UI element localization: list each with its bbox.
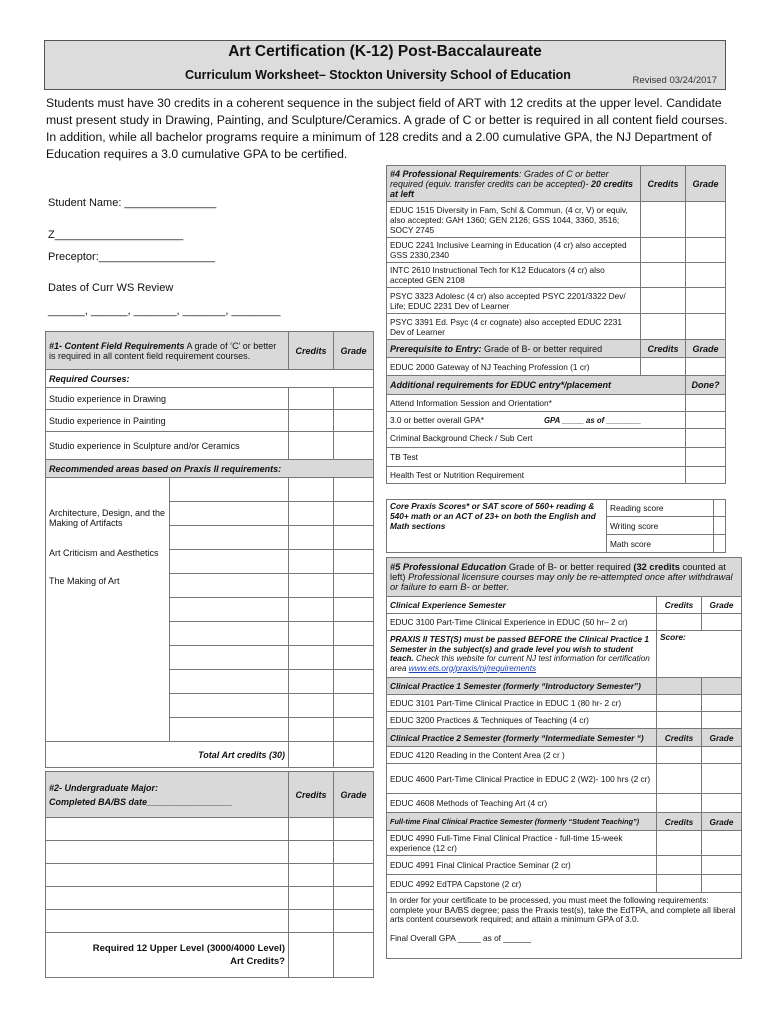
praxis-areas bbox=[46, 478, 170, 742]
course-cell[interactable] bbox=[170, 574, 289, 598]
course-cell[interactable] bbox=[170, 694, 289, 718]
praxis-ii-note: PRAXIS II TEST(S) must be passed BEFORE the Clinical Practice 1 Semester in the subject(s) and grade level you wish to student teach. Check this website for current NJ test information for certification area www.ets.org/praxis/nj/requirements bbox=[387, 631, 657, 678]
credits-cell[interactable] bbox=[289, 478, 334, 502]
credits-cell[interactable] bbox=[657, 712, 702, 729]
credits-cell[interactable] bbox=[289, 574, 334, 598]
praxis-scores-table bbox=[386, 499, 726, 553]
done-cell[interactable] bbox=[686, 429, 726, 448]
credits-cell[interactable] bbox=[289, 646, 334, 670]
grade-cell[interactable] bbox=[334, 622, 374, 646]
grade-header: Grade bbox=[686, 166, 726, 202]
grade-cell[interactable] bbox=[334, 478, 374, 502]
grade-header bbox=[702, 678, 742, 695]
clinical-practice-2-header: Clinical Practice 2 Semester (formerly “Intermediate Semester “) bbox=[387, 729, 657, 747]
writing-score-cell[interactable] bbox=[713, 517, 725, 535]
content-field-table bbox=[45, 331, 374, 768]
reading-score-label: Reading score bbox=[607, 500, 714, 517]
grade-cell[interactable] bbox=[334, 598, 374, 622]
credits-header bbox=[657, 678, 702, 695]
clinical-practice-1-header: Clinical Practice 1 Semester (formerly “Introductory Semester”) bbox=[387, 678, 657, 695]
credits-cell[interactable] bbox=[641, 358, 686, 376]
grade-cell[interactable] bbox=[702, 712, 742, 729]
credits-cell[interactable] bbox=[641, 263, 686, 288]
clinical-semester-label: Clinical Experience Semester bbox=[387, 597, 657, 614]
grade-cell[interactable] bbox=[334, 910, 374, 933]
grade-cell[interactable] bbox=[334, 388, 374, 410]
professional-requirements-table bbox=[386, 165, 726, 484]
requirement-label: Attend Information Session and Orientation* bbox=[387, 395, 686, 412]
credits-cell[interactable] bbox=[289, 864, 334, 887]
grade-cell[interactable] bbox=[334, 670, 374, 694]
course-label: Studio experience in Drawing bbox=[46, 388, 289, 410]
credits-header: Credits bbox=[641, 166, 686, 202]
s5-header: #5 Professional Education Grade of B- or better required (32 credits counted at left) Professional licensure courses may only be re-attempted once after withdrawal or failure to earn B- or better. bbox=[387, 558, 742, 597]
required-courses-label: Required Courses: bbox=[46, 370, 374, 388]
page-subtitle: Curriculum Worksheet– Stockton University School of Education bbox=[185, 68, 571, 82]
area-label: Art Criticism and Aesthetics bbox=[49, 548, 159, 558]
grade-header: Grade bbox=[686, 340, 726, 358]
table-row bbox=[46, 410, 374, 432]
credits-cell[interactable] bbox=[289, 818, 334, 841]
credits-cell[interactable] bbox=[289, 718, 334, 742]
course-cell[interactable] bbox=[46, 841, 289, 864]
s1-header: #1- Content Field Requirements A grade of ‘C’ or better is required in all content field requirement courses. bbox=[46, 332, 289, 370]
course-cell[interactable] bbox=[170, 718, 289, 742]
credits-cell[interactable] bbox=[657, 764, 702, 794]
credits-cell[interactable] bbox=[289, 388, 334, 410]
credits-cell[interactable] bbox=[657, 856, 702, 875]
credits-header: Credits bbox=[657, 729, 702, 747]
credits-cell[interactable] bbox=[289, 910, 334, 933]
course-label: EDUC 3101 Part-Time Clinical Practice in EDUC 1 (80 hr- 2 cr) bbox=[387, 695, 657, 712]
course-cell[interactable] bbox=[170, 502, 289, 526]
grade-cell[interactable] bbox=[702, 875, 742, 893]
grade-cell[interactable] bbox=[686, 288, 726, 314]
credits-cell[interactable] bbox=[289, 933, 334, 978]
done-cell[interactable] bbox=[686, 467, 726, 484]
credits-header: Credits bbox=[289, 332, 334, 370]
credits-cell[interactable] bbox=[289, 526, 334, 550]
grade-cell[interactable] bbox=[702, 794, 742, 813]
additional-req-header: Additional requirements for EDUC entry*/placement bbox=[387, 376, 686, 395]
course-cell[interactable] bbox=[170, 646, 289, 670]
course-cell[interactable] bbox=[170, 622, 289, 646]
course-label: EDUC 4990 Full-Time Final Clinical Practice - full-time 15-week experience (12 cr) bbox=[387, 831, 657, 856]
revised-date: Revised 03/24/2017 bbox=[632, 75, 717, 86]
course-label: PSYC 3323 Adolesc (4 cr) also accepted PSYC 2201/3322 Dev/ Life; EDUC 2231 Dev of Learner bbox=[387, 288, 641, 314]
grade-cell[interactable] bbox=[686, 202, 726, 238]
credits-cell[interactable] bbox=[657, 794, 702, 813]
course-cell[interactable] bbox=[170, 670, 289, 694]
grade-cell[interactable] bbox=[334, 818, 374, 841]
course-cell[interactable] bbox=[170, 478, 289, 502]
praxis-requirements-link[interactable]: www.ets.org/praxis/nj/requirements bbox=[408, 663, 537, 673]
professional-education-table bbox=[386, 557, 742, 959]
area-label: Architecture, Design, and the Making of Artifacts bbox=[49, 508, 166, 528]
grade-cell[interactable] bbox=[686, 358, 726, 376]
praxis-score-field[interactable]: Score: bbox=[657, 631, 742, 678]
requirement-label: 3.0 or better overall GPA* GPA _____ as of ________ bbox=[387, 412, 686, 429]
grade-cell[interactable] bbox=[334, 646, 374, 670]
course-label: EDUC 2000 Gateway of NJ Teaching Profession (1 cr) bbox=[387, 358, 641, 376]
grade-cell[interactable] bbox=[702, 831, 742, 856]
completed-date-field[interactable]: Completed BA/BS date_________________ bbox=[49, 796, 233, 807]
grade-header: Grade bbox=[702, 813, 742, 831]
course-label: EDUC 1515 Diversity in Fam, Schl & Commun. (4 cr, V) or equiv, also accepted: GAH 1360; GEN 2126; GSS 1044, 3360, 3516; SOCY 2745 bbox=[387, 202, 641, 238]
student-name-field[interactable]: Student Name: _______________ bbox=[48, 197, 217, 209]
total-credits-cell[interactable] bbox=[289, 742, 334, 768]
course-label: PSYC 3391 Ed. Psyc (4 cr cognate) also accepted EDUC 2231 Dev of Learner bbox=[387, 314, 641, 340]
credits-cell[interactable] bbox=[289, 550, 334, 574]
worksheet-header bbox=[44, 40, 726, 90]
credits-cell[interactable] bbox=[289, 841, 334, 864]
course-label: EDUC 3200 Practices & Techniques of Teaching (4 cr) bbox=[387, 712, 657, 729]
credits-cell[interactable] bbox=[289, 622, 334, 646]
credits-cell[interactable] bbox=[657, 875, 702, 893]
grade-cell[interactable] bbox=[334, 550, 374, 574]
course-label: EDUC 4120 Reading in the Content Area (2 cr ) bbox=[387, 747, 657, 764]
grade-cell[interactable] bbox=[334, 574, 374, 598]
writing-score-label: Writing score bbox=[607, 517, 714, 535]
grade-cell[interactable] bbox=[334, 410, 374, 432]
prerequisite-header: Prerequisite to Entry: Grade of B- or better required bbox=[387, 340, 641, 358]
grade-cell[interactable] bbox=[702, 856, 742, 875]
course-label: EDUC 3100 Part-Time Clinical Experience in EDUC (50 hr– 2 cr) bbox=[387, 614, 657, 631]
page-title: Art Certification (K-12) Post-Baccalaureate bbox=[228, 43, 542, 60]
course-label: EDUC 2241 Inclusive Learning in Education (4 cr) also accepted GSS 2330,2340 bbox=[387, 238, 641, 263]
credits-cell[interactable] bbox=[657, 695, 702, 712]
course-cell[interactable] bbox=[170, 526, 289, 550]
grade-cell[interactable] bbox=[334, 694, 374, 718]
final-clinical-header: Full-time Final Clinical Practice Semester (formerly “Student Teaching”) bbox=[387, 813, 657, 831]
credits-cell[interactable] bbox=[289, 598, 334, 622]
credits-header: Credits bbox=[289, 772, 334, 818]
z-number-field[interactable]: Z_____________________ bbox=[48, 229, 184, 241]
credits-cell[interactable] bbox=[657, 614, 702, 631]
grade-cell[interactable] bbox=[334, 864, 374, 887]
credits-cell[interactable] bbox=[641, 288, 686, 314]
course-label: Studio experience in Painting bbox=[46, 410, 289, 432]
credits-header: Credits bbox=[641, 340, 686, 358]
s2-header: #2- Undergraduate Major: Completed BA/BS date_________________ bbox=[46, 772, 289, 818]
credits-cell[interactable] bbox=[657, 831, 702, 856]
grade-cell[interactable] bbox=[334, 841, 374, 864]
grade-cell[interactable] bbox=[334, 526, 374, 550]
grade-header: Grade bbox=[334, 772, 374, 818]
done-cell[interactable] bbox=[686, 395, 726, 412]
final-gpa-field[interactable]: Final Overall GPA _____ as of ______ bbox=[390, 932, 531, 943]
credits-cell[interactable] bbox=[641, 314, 686, 340]
credits-header: Credits bbox=[657, 597, 702, 614]
dates-review-line[interactable]: ______, ______, _______, _______, ________ bbox=[48, 305, 281, 317]
credits-cell[interactable] bbox=[641, 238, 686, 263]
course-label: INTC 2610 Instructional Tech for K12 Educators (4 cr) also accepted GEN 2108 bbox=[387, 263, 641, 288]
grade-cell[interactable] bbox=[702, 747, 742, 764]
credits-cell[interactable] bbox=[289, 887, 334, 910]
grade-cell[interactable] bbox=[334, 887, 374, 910]
recommended-label: Recommended areas based on Praxis II requirements: bbox=[46, 460, 374, 478]
upper-level-label: Required 12 Upper Level (3000/4000 Level) Art Credits? bbox=[46, 933, 289, 978]
requirement-label: Health Test or Nutrition Requirement bbox=[387, 467, 686, 484]
course-cell[interactable] bbox=[46, 864, 289, 887]
done-header: Done? bbox=[686, 376, 726, 395]
grade-cell[interactable] bbox=[702, 695, 742, 712]
preceptor-field[interactable]: Preceptor:___________________ bbox=[48, 251, 215, 263]
grade-cell[interactable] bbox=[702, 764, 742, 794]
s4-header: #4 Professional Requirements: Grades of C or better required (equiv. transfer credits can be accepted)- 20 credits at left bbox=[387, 166, 641, 202]
done-cell[interactable] bbox=[686, 412, 726, 429]
area-label: The Making of Art bbox=[49, 576, 120, 586]
core-praxis-label: Core Praxis Scores* or SAT score of 560+ reading & 540+ math or an ACT of 23+ on both the English and Math sections bbox=[387, 500, 607, 553]
math-score-cell[interactable] bbox=[713, 535, 725, 553]
credits-cell[interactable] bbox=[289, 502, 334, 526]
credits-cell[interactable] bbox=[657, 747, 702, 764]
total-grade-cell bbox=[334, 742, 374, 768]
course-cell[interactable] bbox=[46, 818, 289, 841]
done-cell[interactable] bbox=[686, 448, 726, 467]
course-cell[interactable] bbox=[170, 550, 289, 574]
credits-cell[interactable] bbox=[289, 410, 334, 432]
grade-header: Grade bbox=[702, 597, 742, 614]
course-label: Studio experience in Sculpture and/or Ceramics bbox=[46, 432, 289, 460]
total-art-credits-label: Total Art credits (30) bbox=[46, 742, 289, 768]
undergrad-major-table bbox=[45, 771, 374, 978]
intro-paragraph: Students must have 30 credits in a coherent sequence in the subject field of ART with 12 credits at the upper level. Candidate must present study in Drawing, Painting, and Sculpture/Ceramics. A grade of C or better is required in all content field courses. In addition, while all bachelor programs require a minimum of 128 credits and a 2.00 cumulative GPA, the NJ Department of Education requires a 3.0 cumulative GPA to be certified. bbox=[46, 96, 728, 161]
grade-header: Grade bbox=[702, 729, 742, 747]
certification-note: In order for your certificate to be processed, you must meet the following requirements: complete your BA/BS degree; pass the Praxis test(s), take the EdTPA, and complete all liberal arts content coursework required; and attain a minimum GPA of 3.0. Final Overall GPA _____ as of ______ bbox=[387, 893, 742, 959]
grade-cell[interactable] bbox=[686, 263, 726, 288]
credits-cell[interactable] bbox=[289, 432, 334, 460]
grade-cell[interactable] bbox=[334, 502, 374, 526]
credits-cell[interactable] bbox=[289, 694, 334, 718]
grade-cell[interactable] bbox=[686, 238, 726, 263]
course-cell[interactable] bbox=[170, 598, 289, 622]
credits-cell[interactable] bbox=[289, 670, 334, 694]
grade-cell[interactable] bbox=[334, 718, 374, 742]
course-cell[interactable] bbox=[46, 910, 289, 933]
grade-cell[interactable] bbox=[334, 432, 374, 460]
reading-score-cell[interactable] bbox=[713, 500, 725, 517]
course-label: EDUC 4991 Final Clinical Practice Seminar (2 cr) bbox=[387, 856, 657, 875]
credits-header: Credits bbox=[657, 813, 702, 831]
table-row bbox=[46, 388, 374, 410]
dates-review-label: Dates of Curr WS Review bbox=[48, 282, 174, 294]
gpa-field[interactable]: GPA _____ as of ________ bbox=[543, 415, 642, 425]
grade-cell[interactable] bbox=[686, 314, 726, 340]
credits-cell[interactable] bbox=[641, 202, 686, 238]
table-row bbox=[46, 432, 374, 460]
grade-header: Grade bbox=[334, 332, 374, 370]
requirement-label: Criminal Background Check / Sub Cert bbox=[387, 429, 686, 448]
course-label: EDUC 4608 Methods of Teaching Art (4 cr) bbox=[387, 794, 657, 813]
course-cell[interactable] bbox=[46, 887, 289, 910]
course-label: EDUC 4992 EdTPA Capstone (2 cr) bbox=[387, 875, 657, 893]
grade-cell bbox=[334, 933, 374, 978]
course-label: EDUC 4600 Part-Time Clinical Practice in EDUC 2 (W2)- 100 hrs (2 cr) bbox=[387, 764, 657, 794]
math-score-label: Math score bbox=[607, 535, 714, 553]
requirement-label: TB Test bbox=[387, 448, 686, 467]
grade-cell[interactable] bbox=[702, 614, 742, 631]
